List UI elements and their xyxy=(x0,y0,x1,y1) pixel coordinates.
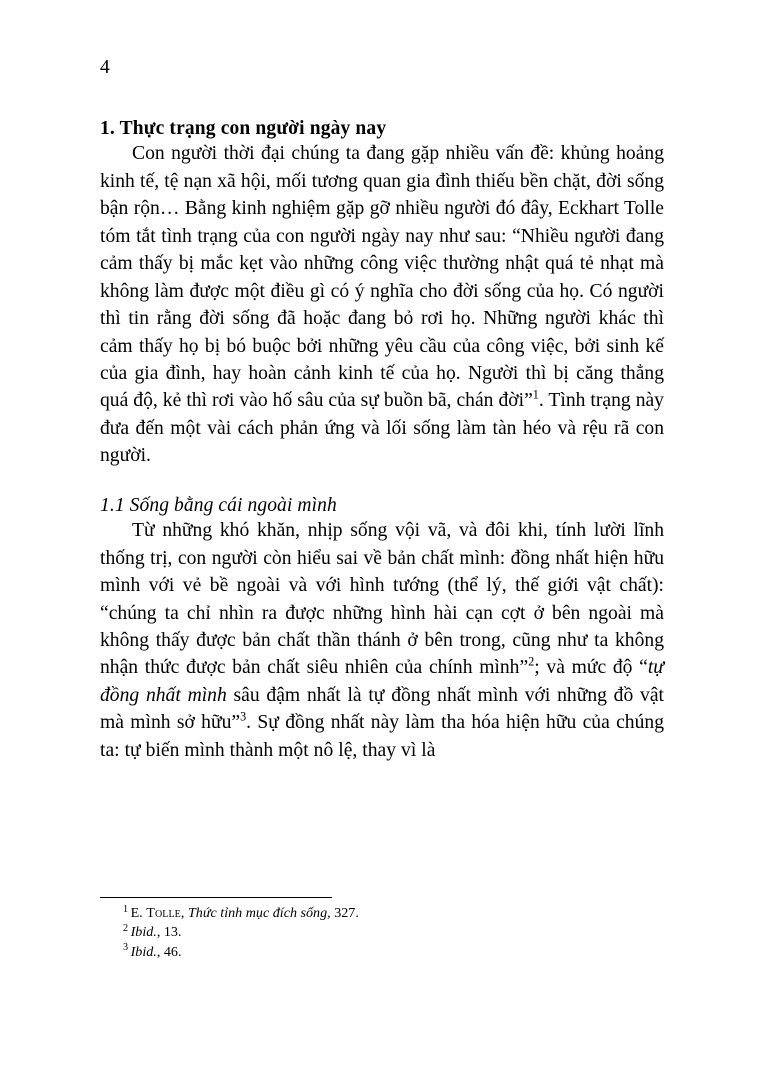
footnote-marker-3: 3 xyxy=(123,942,129,954)
footnote-separator-comma: , xyxy=(180,905,188,921)
emphasis-phrase: tự đồng nhất mình xyxy=(100,657,664,706)
paragraph-body-text-b: ; và mức độ “ xyxy=(534,657,648,679)
page-text-block xyxy=(100,58,664,764)
footnote-area xyxy=(100,897,664,962)
footnote-marker-1: 1 xyxy=(123,903,129,915)
page-number: 4 xyxy=(100,57,110,78)
paragraph-intro xyxy=(100,140,664,469)
footnote-reference-3[interactable]: 3 xyxy=(240,709,247,724)
footnote-reference-1[interactable]: 1 xyxy=(532,387,539,402)
paragraph-body-text-c: sâu đậm nhất là tự đồng nhất mình với những đồ vật mà mình sở hữu” xyxy=(100,684,664,734)
footnote-marker-2: 2 xyxy=(123,923,129,935)
footnote-item-3 xyxy=(100,943,664,962)
paragraph-body-text-d: . Sự đồng nhất này làm tha hóa hiện hữu của chúng ta: tự biến mình thành một nô lệ, thay vì là xyxy=(100,712,664,761)
footnote-ibid-3: Ibid. xyxy=(130,943,157,960)
footnote-ibid-2: Ibid. xyxy=(130,924,157,941)
paragraph-intro-text-a: Con người thời đại chúng ta đang gặp nhiều vấn đề: khủng hoảng kinh tế, tệ nạn xã hội, mối tương quan gia đình thiếu bền chặt, đời sống bận rộn… Bằng kinh nghiệm gặp gỡ nhiều người đó đây, Eckhart Tolle tóm tắt tình trạng của con người ngày nay như sau: “Nhiều người đang cảm thấy bị mắc kẹt vào những công việc thường nhật quá tẻ nhạt mà không làm được một điều gì có ý nghĩa cho đời sống của họ. Có người thì tin rằng đời sống đã hoặc đang bỏ rơi họ. Những người khác thì cảm thấy họ bị bó buộc bởi những yêu cầu của công việc, bởi sinh kế của gia đình, hay hoàn cảnh kinh tế của họ. Người thì bị căng thẳng quá độ, kẻ thì rơi vào hố sâu của sự buồn bã, chán đời” xyxy=(100,143,664,412)
footnote-page-3: , 46. xyxy=(156,943,182,960)
footnote-item-1 xyxy=(100,904,664,923)
footnote-reference-2[interactable]: 2 xyxy=(528,654,535,669)
section-heading: 1. Thực trạng con người ngày nay xyxy=(100,118,387,139)
subsection-heading: 1.1 Sống bằng cái ngoài mình xyxy=(100,494,337,516)
footnote-author-initial: E. xyxy=(130,905,147,921)
footnote-page-2: , 13. xyxy=(156,924,182,941)
footnote-title: Thức tỉnh mục đích sống xyxy=(187,905,328,921)
footnote-item-2 xyxy=(100,923,664,942)
paragraph-body-text-a: Từ những khó khăn, nhịp sống vội vã, và đôi khi, tính lười lĩnh thống trị, con người còn hiểu sai về bản chất mình: đồng nhất hiện hữu mình với vẻ bề ngoài và với hình tướng (thể lý, thế giới vật chất): “chúng ta chỉ nhìn ra được những hình hài cạn cợt ở bên ngoài mà không thấy được bản chất thần thánh ở bên trong, cũng như ta không nhận thức được bản chất siêu nhiên của chính mình” xyxy=(100,520,664,679)
footnote-page-1: , 327. xyxy=(327,905,359,921)
footnote-author-surname: Tolle xyxy=(146,905,181,921)
paragraph-intro-text-b: . Tình trạng này đưa đến một vài cách phản ứng và lối sống làm tàn héo và rệu rã con người. xyxy=(100,390,664,467)
footnote-separator-rule xyxy=(100,897,332,898)
paragraph-body xyxy=(100,517,664,764)
